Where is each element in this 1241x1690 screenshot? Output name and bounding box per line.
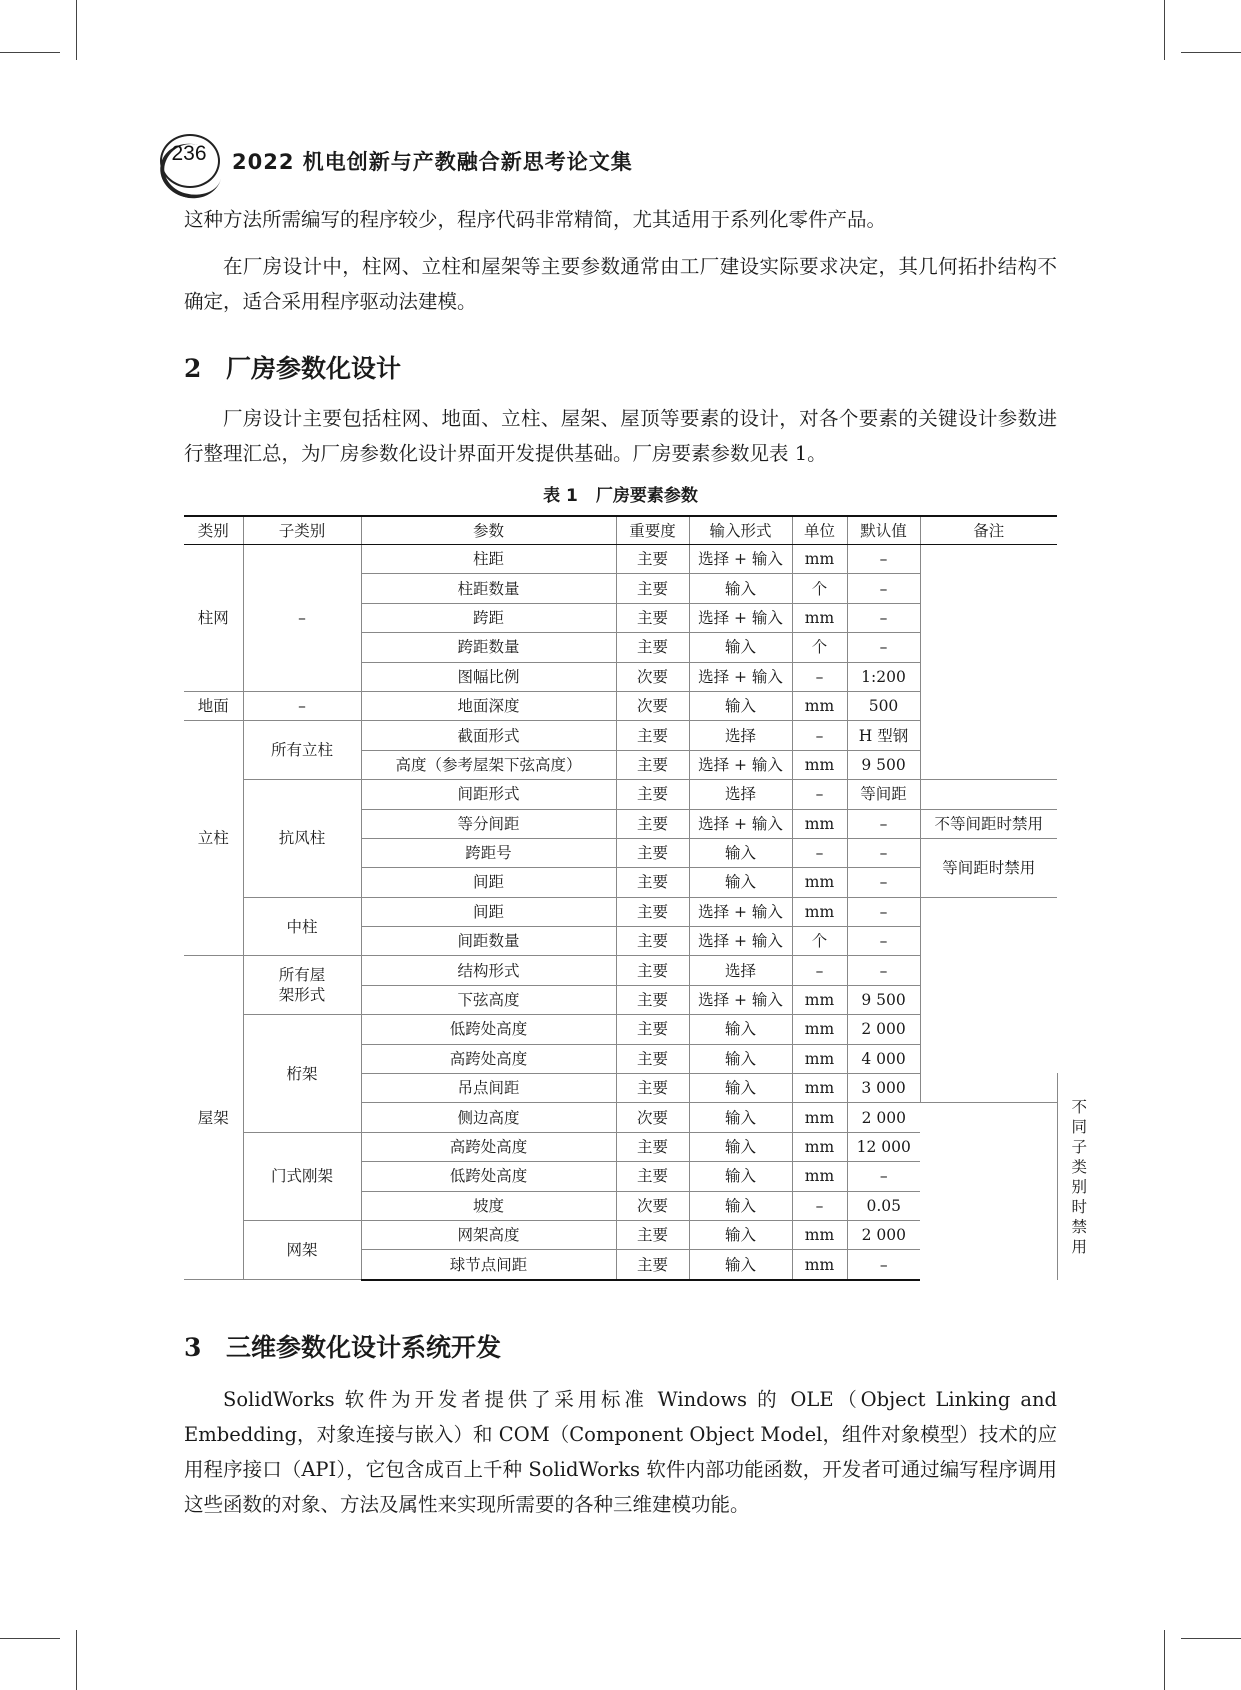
default-cell: – bbox=[847, 956, 920, 985]
input-cell: 输入 bbox=[689, 1132, 792, 1161]
table-row bbox=[184, 897, 1057, 926]
importance-cell: 次要 bbox=[616, 1191, 689, 1220]
importance-cell: 主要 bbox=[616, 1220, 689, 1249]
unit-cell: mm bbox=[792, 545, 847, 574]
param-cell: 跨距数量 bbox=[361, 633, 616, 662]
unit-cell: 个 bbox=[792, 574, 847, 603]
unit-cell: mm bbox=[792, 1103, 847, 1132]
category-cell: 屋架 bbox=[184, 956, 243, 1280]
param-cell: 侧边高度 bbox=[361, 1103, 616, 1132]
input-cell: 选择 bbox=[689, 956, 792, 985]
page-number: 236 bbox=[171, 142, 207, 165]
param-cell: 截面形式 bbox=[361, 721, 616, 750]
unit-cell: – bbox=[792, 780, 847, 809]
crop-mark bbox=[76, 1630, 77, 1690]
section-heading-3 bbox=[184, 1328, 501, 1364]
importance-cell: 主要 bbox=[616, 603, 689, 632]
param-cell: 地面深度 bbox=[361, 691, 616, 720]
unit-cell: mm bbox=[792, 1015, 847, 1044]
running-title: 2022 机电创新与产教融合新思考论文集 bbox=[232, 150, 633, 174]
default-cell: 2 000 bbox=[847, 1220, 920, 1249]
default-cell: – bbox=[847, 868, 920, 897]
crop-mark bbox=[76, 0, 77, 60]
default-cell: 9 500 bbox=[847, 750, 920, 779]
param-cell: 低跨处高度 bbox=[361, 1162, 616, 1191]
input-cell: 输入 bbox=[689, 868, 792, 897]
column-header: 默认值 bbox=[847, 516, 920, 545]
default-cell: – bbox=[847, 545, 920, 574]
input-cell: 选择 + 输入 bbox=[689, 662, 792, 691]
importance-cell: 主要 bbox=[616, 633, 689, 662]
importance-cell: 主要 bbox=[616, 1250, 689, 1280]
param-cell: 等分间距 bbox=[361, 809, 616, 838]
subcategory-cell: – bbox=[243, 691, 361, 720]
importance-cell: 主要 bbox=[616, 985, 689, 1014]
importance-cell: 主要 bbox=[616, 545, 689, 574]
table-row bbox=[184, 780, 1057, 809]
unit-cell: – bbox=[792, 721, 847, 750]
param-cell: 间距 bbox=[361, 868, 616, 897]
param-cell: 高度（参考屋架下弦高度） bbox=[361, 750, 616, 779]
paragraph-1: 这种方法所需编写的程序较少，程序代码非常精简，尤其适用于系列化零件产品。 bbox=[184, 208, 887, 231]
table-title: 厂房要素参数 bbox=[595, 486, 698, 506]
column-header: 输入形式 bbox=[689, 516, 792, 545]
table-row: 吊点间距 主要 输入 mm 3 000 不同子类别时禁用 bbox=[184, 1074, 1057, 1103]
unit-cell: mm bbox=[792, 1220, 847, 1249]
unit-cell: 个 bbox=[792, 927, 847, 956]
default-cell: – bbox=[847, 927, 920, 956]
importance-cell: 主要 bbox=[616, 1132, 689, 1161]
param-cell: 高跨处高度 bbox=[361, 1132, 616, 1161]
crop-mark bbox=[1181, 52, 1241, 53]
section-title: 三维参数化设计系统开发 bbox=[226, 1333, 502, 1362]
note-cell bbox=[920, 897, 1057, 1103]
input-cell: 输入 bbox=[689, 1220, 792, 1249]
subcategory-cell: 桁架 bbox=[243, 1015, 361, 1133]
importance-cell: 主要 bbox=[616, 1074, 689, 1103]
param-cell: 高跨处高度 bbox=[361, 1044, 616, 1073]
default-cell: 等间距 bbox=[847, 780, 920, 809]
input-cell: 输入 bbox=[689, 838, 792, 867]
param-cell: 球节点间距 bbox=[361, 1250, 616, 1280]
unit-cell: mm bbox=[792, 985, 847, 1014]
subcategory-cell: 门式刚架 bbox=[243, 1132, 361, 1220]
section-number: 3 bbox=[184, 1333, 202, 1362]
paragraph-2: 在厂房设计中，柱网、立柱和屋架等主要参数通常由工厂建设实际要求决定，其几何拓扑结构不确定，适合采用程序驱动法建模。 bbox=[184, 255, 1057, 313]
unit-cell: mm bbox=[792, 809, 847, 838]
crop-mark bbox=[0, 1638, 60, 1639]
param-cell: 间距 bbox=[361, 897, 616, 926]
paragraph-3: 厂房设计主要包括柱网、地面、立柱、屋架、屋顶等要素的设计，对各个要素的关键设计参数进行整理汇总，为厂房参数化设计界面开发提供基础。厂房要素参数见表 1。 bbox=[184, 407, 1057, 465]
input-cell: 输入 bbox=[689, 691, 792, 720]
unit-cell: mm bbox=[792, 1044, 847, 1073]
default-cell: – bbox=[847, 1162, 920, 1191]
input-cell: 选择 bbox=[689, 780, 792, 809]
note-cell bbox=[920, 545, 1057, 780]
subcategory-cell: 抗风柱 bbox=[243, 780, 361, 898]
importance-cell: 主要 bbox=[616, 574, 689, 603]
subcategory-cell: – bbox=[243, 545, 361, 692]
input-cell: 输入 bbox=[689, 1103, 792, 1132]
importance-cell: 主要 bbox=[616, 897, 689, 926]
table-row bbox=[184, 545, 1057, 574]
column-header: 类别 bbox=[184, 516, 243, 545]
importance-cell: 主要 bbox=[616, 721, 689, 750]
importance-cell: 主要 bbox=[616, 927, 689, 956]
section-title: 厂房参数化设计 bbox=[226, 354, 402, 383]
param-cell: 柱距数量 bbox=[361, 574, 616, 603]
crop-mark bbox=[1181, 1638, 1241, 1639]
default-cell: – bbox=[847, 809, 920, 838]
default-cell: 2 000 bbox=[847, 1103, 920, 1132]
subcategory-cell: 中柱 bbox=[243, 897, 361, 956]
param-cell: 网架高度 bbox=[361, 1220, 616, 1249]
importance-cell: 主要 bbox=[616, 838, 689, 867]
input-cell: 输入 bbox=[689, 1074, 792, 1103]
importance-cell: 次要 bbox=[616, 1103, 689, 1132]
input-cell: 选择 + 输入 bbox=[689, 603, 792, 632]
table-header-row bbox=[184, 516, 1057, 545]
note-cell bbox=[920, 780, 1057, 809]
column-header: 参数 bbox=[361, 516, 616, 545]
default-cell: 3 000 bbox=[847, 1074, 920, 1103]
param-cell: 吊点间距 bbox=[361, 1074, 616, 1103]
section-number: 2 bbox=[184, 354, 202, 383]
subcategory-cell: 所有立柱 bbox=[243, 721, 361, 780]
unit-cell: – bbox=[792, 956, 847, 985]
input-cell: 输入 bbox=[689, 1162, 792, 1191]
default-cell: – bbox=[847, 574, 920, 603]
importance-cell: 主要 bbox=[616, 1044, 689, 1073]
input-cell: 选择 + 输入 bbox=[689, 750, 792, 779]
param-cell: 柱距 bbox=[361, 545, 616, 574]
default-cell: 500 bbox=[847, 691, 920, 720]
unit-cell: mm bbox=[792, 1162, 847, 1191]
subcategory-cell: 网架 bbox=[243, 1220, 361, 1279]
importance-cell: 主要 bbox=[616, 1015, 689, 1044]
crop-mark bbox=[1164, 0, 1165, 60]
table-row bbox=[184, 1220, 1057, 1249]
unit-cell: mm bbox=[792, 691, 847, 720]
column-header: 重要度 bbox=[616, 516, 689, 545]
default-cell: – bbox=[847, 838, 920, 867]
input-cell: 选择 + 输入 bbox=[689, 927, 792, 956]
unit-cell: mm bbox=[792, 750, 847, 779]
crop-mark bbox=[0, 52, 60, 53]
column-header: 子类别 bbox=[243, 516, 361, 545]
unit-cell: – bbox=[792, 1191, 847, 1220]
importance-cell: 主要 bbox=[616, 780, 689, 809]
table-number: 表 1 bbox=[543, 486, 578, 506]
unit-cell: – bbox=[792, 838, 847, 867]
default-cell: – bbox=[847, 633, 920, 662]
input-cell: 输入 bbox=[689, 633, 792, 662]
input-cell: 输入 bbox=[689, 1250, 792, 1280]
param-cell: 下弦高度 bbox=[361, 985, 616, 1014]
importance-cell: 主要 bbox=[616, 750, 689, 779]
category-cell: 地面 bbox=[184, 691, 243, 720]
param-cell: 结构形式 bbox=[361, 956, 616, 985]
unit-cell: mm bbox=[792, 897, 847, 926]
param-cell: 间距形式 bbox=[361, 780, 616, 809]
importance-cell: 主要 bbox=[616, 1162, 689, 1191]
importance-cell: 主要 bbox=[616, 868, 689, 897]
default-cell: 1:200 bbox=[847, 662, 920, 691]
category-cell: 柱网 bbox=[184, 545, 243, 692]
input-cell: 输入 bbox=[689, 574, 792, 603]
param-cell: 跨距 bbox=[361, 603, 616, 632]
paragraph-4: SolidWorks 软件为开发者提供了采用标准 Windows 的 OLE（Object Linking and Embedding，对象连接与嵌入）和 COM（Component Object Model，组件对象模型）技术的应用程序接口（API），它包含成百上千种 SolidWorks 软件内部功能函数，开发者可通过编写程序调用这些函数的对象、方法及属性来实现所需要的各种三维建模功能。 bbox=[184, 1388, 1057, 1516]
param-cell: 低跨处高度 bbox=[361, 1015, 616, 1044]
parameters-table bbox=[184, 515, 1088, 1281]
unit-cell: mm bbox=[792, 1132, 847, 1161]
input-cell: 选择 + 输入 bbox=[689, 897, 792, 926]
input-cell: 选择 + 输入 bbox=[689, 809, 792, 838]
note-cell: 不等间距时禁用 bbox=[920, 809, 1057, 838]
unit-cell: mm bbox=[792, 603, 847, 632]
input-cell: 输入 bbox=[689, 1191, 792, 1220]
category-cell: 立柱 bbox=[184, 721, 243, 956]
param-cell: 坡度 bbox=[361, 1191, 616, 1220]
default-cell: – bbox=[847, 603, 920, 632]
unit-cell: mm bbox=[792, 868, 847, 897]
input-cell: 选择 + 输入 bbox=[689, 545, 792, 574]
param-cell: 图幅比例 bbox=[361, 662, 616, 691]
default-cell: H 型钢 bbox=[847, 721, 920, 750]
default-cell: 12 000 bbox=[847, 1132, 920, 1161]
importance-cell: 主要 bbox=[616, 809, 689, 838]
note-cell: 等间距时禁用 bbox=[920, 838, 1057, 897]
default-cell: 2 000 bbox=[847, 1015, 920, 1044]
table-caption bbox=[184, 481, 1057, 506]
default-cell: 4 000 bbox=[847, 1044, 920, 1073]
crop-mark bbox=[1164, 1630, 1165, 1690]
default-cell: – bbox=[847, 1250, 920, 1280]
default-cell: 9 500 bbox=[847, 985, 920, 1014]
unit-cell: – bbox=[792, 662, 847, 691]
subcategory-cell: 所有屋架形式 bbox=[243, 956, 361, 1015]
default-cell: – bbox=[847, 897, 920, 926]
section-heading-2 bbox=[184, 349, 401, 385]
unit-cell: mm bbox=[792, 1250, 847, 1280]
input-cell: 选择 bbox=[689, 721, 792, 750]
table-row bbox=[184, 1132, 1057, 1161]
param-cell: 间距数量 bbox=[361, 927, 616, 956]
column-header: 备注 bbox=[920, 516, 1057, 545]
default-cell: 0.05 bbox=[847, 1191, 920, 1220]
unit-cell: 个 bbox=[792, 633, 847, 662]
unit-cell: mm bbox=[792, 1074, 847, 1103]
input-cell: 选择 + 输入 bbox=[689, 985, 792, 1014]
column-header: 单位 bbox=[792, 516, 847, 545]
importance-cell: 主要 bbox=[616, 956, 689, 985]
input-cell: 输入 bbox=[689, 1044, 792, 1073]
importance-cell: 次要 bbox=[616, 662, 689, 691]
importance-cell: 次要 bbox=[616, 691, 689, 720]
param-cell: 跨距号 bbox=[361, 838, 616, 867]
input-cell: 输入 bbox=[689, 1015, 792, 1044]
